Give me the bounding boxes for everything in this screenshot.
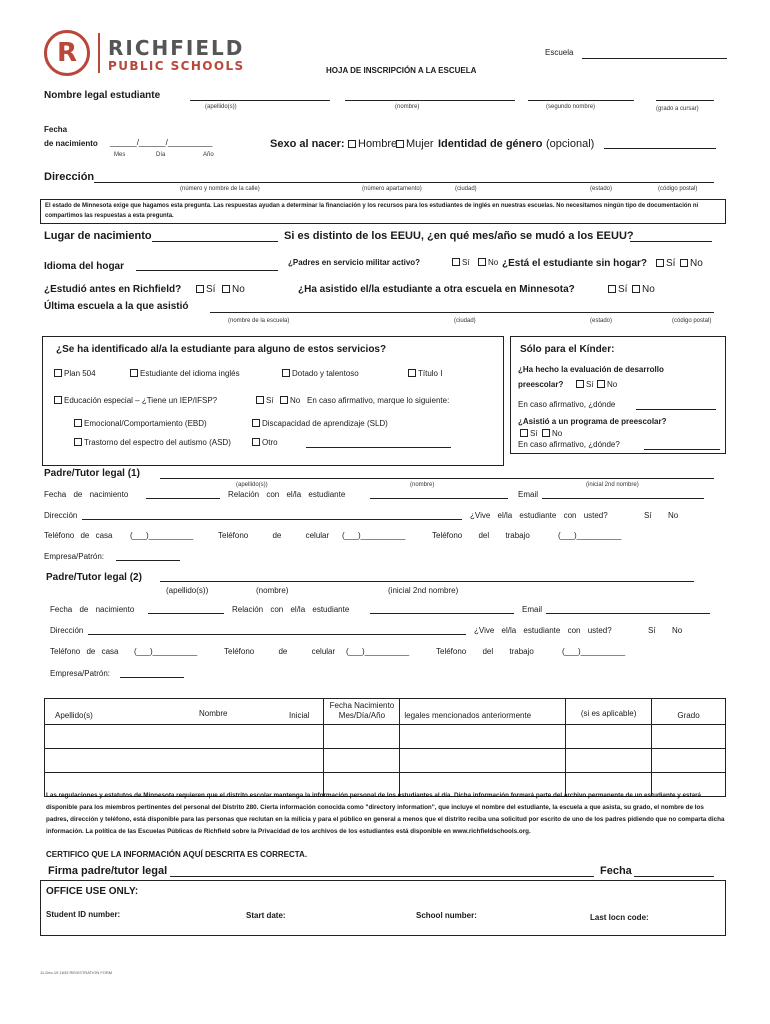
parent1-work-phone-label: Teléfono del trabajo — [432, 531, 530, 540]
moved-date-field[interactable] — [630, 241, 712, 242]
header-grade: Grado — [652, 699, 726, 725]
gender-optional: (opcional) — [546, 138, 595, 150]
parent2-cell-phone-field[interactable]: (___)__________ — [346, 647, 410, 656]
office-last-locn: Last locn code: — [590, 913, 649, 922]
parent1-cell-phone-label: Teléfono de celular — [218, 531, 330, 540]
name-sub-last: (apellido(s)) — [205, 104, 237, 110]
parent1-home-phone-field[interactable]: (___)__________ — [130, 531, 194, 540]
parent1-email-label: Email — [518, 490, 539, 499]
sped-opt-label: Discapacidad de aprendizaje (SLD) — [262, 419, 388, 428]
checkbox-icon — [54, 396, 62, 404]
name-sub-grade: (grado a cursar) — [656, 106, 699, 112]
checkbox-icon — [520, 429, 528, 437]
sex-label: Sexo al nacer: — [270, 138, 345, 150]
dob-sub-year: Año — [203, 152, 214, 158]
parent2-email-field[interactable] — [546, 613, 710, 614]
military-question: ¿Padres en servicio militar activo? — [288, 258, 421, 267]
student-last-name-field[interactable] — [190, 100, 330, 101]
checkbox-icon — [74, 438, 82, 446]
parent2-work-phone-label: Teléfono del trabajo — [436, 647, 534, 656]
addr-sub-street: (número y nombre de la calle) — [180, 186, 260, 192]
checkbox-icon — [348, 140, 356, 148]
sped-tail: En caso afirmativo, marque lo siguiente: — [307, 396, 450, 405]
sped-ebd[interactable] — [74, 419, 207, 428]
service-title1[interactable] — [408, 369, 442, 378]
sped-other-field[interactable] — [306, 447, 451, 448]
kinder-title: Sólo para el Kínder: — [520, 344, 615, 355]
kinder-preschool-no[interactable] — [542, 429, 562, 438]
addr-sub-state: (estado) — [590, 186, 613, 192]
mn-school-question: ¿Ha asistido el/la estudiante a otra escuela en Minnesota? — [298, 284, 575, 295]
parent1-relation-field[interactable] — [370, 498, 508, 499]
brand-name: RICHFIELD — [108, 36, 245, 60]
service-sped[interactable] — [54, 396, 217, 405]
addr-sub-city: (ciudad) — [455, 186, 477, 192]
checkbox-icon — [252, 438, 260, 446]
parent2-employer-field[interactable] — [120, 677, 184, 678]
no-label: No — [290, 396, 301, 405]
dob-sub-month: Mes — [114, 152, 126, 158]
homeless-no-option[interactable] — [680, 258, 703, 269]
mn-si-option[interactable] — [608, 284, 627, 295]
checkbox-icon — [280, 396, 288, 404]
dob-label-1: Fecha — [44, 125, 68, 134]
checkbox-icon — [252, 419, 260, 427]
parent2-work-phone-field[interactable]: (___)__________ — [562, 647, 626, 656]
sped-label: Educación especial – ¿Tiene un IEP/IFSP? — [64, 396, 218, 405]
last-school-sub-city: (ciudad) — [454, 318, 476, 324]
moved-question: Si es distinto de los EEUU, ¿en qué mes/año se mudó a los EEUU? — [284, 230, 634, 242]
last-school-field[interactable] — [210, 312, 714, 313]
parent1-address-field[interactable] — [82, 519, 462, 520]
no-label: No — [607, 380, 618, 389]
parent2-address-field[interactable] — [88, 634, 466, 635]
brand-subtitle: PUBLIC SCHOOLS — [108, 59, 245, 73]
student-name-label: Nombre legal estudiante — [44, 90, 161, 101]
header-cell — [45, 699, 324, 725]
parent2-sub-last: (apellido(s)) — [166, 586, 209, 595]
parent1-home-phone-label: Teléfono de casa — [44, 531, 113, 540]
minnesota-notice-box — [40, 199, 726, 224]
office-use-title: OFFICE USE ONLY: — [46, 886, 139, 897]
parent1-lives-question: ¿Vive el/la estudiante con usted? — [470, 511, 608, 520]
legal-paragraph: Las regulaciones y estatutos de Minnesota requieren que el distrito escolar mantenga la información personal de los estudiantes al día. Dicha información formará parte del archivo permanente de un estudiante y estará disponible para los miembros pertinentes del personal del Distrito 280. Cierta información conocida como "directory information", que incluye el nombre del estudiante, la escuela a que asista, su grado, el nombre de los padres, dirección y teléfono, está disponible para las personas que reclutan en la milicia y para el público en general a menos que el distrito reciba una solicitud por escrito de uno de los padres pidiendo que no comparta dicha información. La política de las Escuelas Públicas de Richfield sobre la Privacidad de los archivos de los estudiantes está disponible en www.richfieldschools.org. — [46, 792, 725, 835]
checkbox-icon — [680, 259, 688, 267]
checkbox-icon — [452, 258, 460, 266]
birthplace-field[interactable] — [152, 241, 278, 242]
checkbox-icon — [408, 369, 416, 377]
logo-divider — [98, 33, 100, 73]
richfield-question: ¿Estudió antes en Richfield? — [44, 284, 182, 295]
signature-date-field[interactable] — [634, 876, 714, 877]
no-label: No — [642, 284, 655, 295]
checkbox-icon — [256, 396, 264, 404]
parent1-work-phone-field[interactable]: (___)__________ — [558, 531, 622, 540]
last-school-sub-state: (estado) — [590, 318, 613, 324]
signature-field[interactable] — [170, 876, 594, 877]
logo-letter: R — [56, 38, 78, 68]
table-header-row — [45, 699, 726, 725]
form-title: HOJA DE INSCRIPCIÓN A LA ESCUELA — [326, 66, 477, 75]
parent1-email-field[interactable] — [542, 498, 704, 499]
si-label: Sí — [618, 284, 628, 295]
mn-no-option[interactable] — [632, 284, 655, 295]
sped-si-option[interactable] — [256, 396, 274, 405]
checkbox-icon — [478, 258, 486, 266]
checkbox-icon — [608, 285, 616, 293]
student-grade-field[interactable] — [656, 100, 714, 101]
header-dob: Fecha Nacimiento Mes/Día/Año — [324, 699, 400, 725]
office-use-box — [40, 880, 726, 936]
sped-opt-label: Otro — [262, 438, 278, 447]
service-label: Título I — [418, 369, 443, 378]
richfield-si-option[interactable] — [196, 284, 215, 295]
last-school-sub-name: (nombre de la escuela) — [228, 318, 290, 324]
parent2-lives-question: ¿Vive el/la estudiante con usted? — [474, 626, 612, 635]
parent1-label: Padre/Tutor legal (1) — [44, 468, 140, 479]
no-label: No — [552, 429, 563, 438]
language-field[interactable] — [136, 270, 278, 271]
si-label: Sí — [586, 380, 594, 389]
dob-field[interactable]: ______/______/__________ — [110, 138, 213, 147]
military-si-option[interactable] — [452, 258, 470, 267]
no-label: No — [488, 258, 499, 267]
service-ell[interactable] — [130, 369, 240, 378]
sped-opt-label: Emocional/Comportamiento (EBD) — [84, 419, 207, 428]
parent2-lives-si[interactable]: Sí — [648, 626, 656, 635]
kinder-where-2: En caso afirmativo, ¿dónde? — [518, 440, 620, 449]
birthplace-label: Lugar de nacimiento — [44, 230, 152, 242]
parent1-relation-label: Relación con el/la estudiante — [228, 490, 346, 499]
checkbox-icon — [656, 259, 664, 267]
parent2-home-phone-field[interactable]: (___)__________ — [134, 647, 198, 656]
sped-no-option[interactable] — [280, 396, 300, 405]
parent2-dob-field[interactable] — [148, 613, 224, 614]
service-label: Estudiante del idioma inglés — [140, 369, 240, 378]
gender-label: Identidad de género — [438, 138, 543, 150]
checkbox-icon — [282, 369, 290, 377]
sped-opt-label: Trastorno del espectro del autismo (ASD) — [84, 438, 231, 447]
kinder-eval-question-2: preescolar? — [518, 380, 564, 389]
checkbox-icon — [632, 285, 640, 293]
homeless-question: ¿Está el estudiante sin hogar? — [502, 258, 648, 269]
si-label: Sí — [266, 396, 274, 405]
military-no-option[interactable] — [478, 258, 498, 267]
parent1-name-field[interactable] — [160, 478, 714, 479]
sex-female-option[interactable] — [396, 138, 434, 150]
dob-sub-day: Día — [156, 152, 166, 158]
escuela-field[interactable] — [582, 58, 727, 59]
kinder-where-field-2[interactable] — [644, 449, 720, 450]
language-label: Idioma del hogar — [44, 261, 125, 272]
kinder-preschool-question: ¿Asistió a un programa de preescolar? — [518, 417, 667, 426]
service-label: Plan 504 — [64, 369, 96, 378]
kinder-eval-no[interactable] — [597, 380, 617, 389]
parent1-address-label: Dirección — [44, 511, 78, 520]
certify-statement: CERTIFICO QUE LA INFORMACIÓN AQUÍ DESCRITA ES CORRECTA. — [46, 850, 308, 859]
kinder-where-field-1[interactable] — [636, 409, 716, 410]
parent2-lives-no[interactable]: No — [672, 626, 683, 635]
parent2-dob-label: Fecha de nacimiento — [50, 605, 135, 614]
parent2-relation-label: Relación con el/la estudiante — [232, 605, 350, 614]
table-row[interactable] — [45, 725, 726, 749]
escuela-label: Escuela — [545, 48, 574, 57]
parent2-sub-initial: (inicial 2nd nombre) — [388, 586, 459, 595]
service-plan504[interactable] — [54, 369, 96, 378]
parent1-dob-label: Fecha de nacimiento — [44, 490, 129, 499]
office-school-number: School number: — [416, 911, 477, 920]
dob-label-2: de nacimiento — [44, 139, 98, 148]
siblings-table — [44, 698, 726, 797]
parent1-employer-field[interactable] — [116, 560, 180, 561]
parent1-sub-last: (apellido(s)) — [236, 482, 268, 488]
sex-male-label: Hombre — [358, 138, 398, 150]
homeless-si-option[interactable] — [656, 258, 675, 269]
si-label: Sí — [530, 429, 538, 438]
parent1-sub-first: (nombre) — [410, 482, 435, 488]
sex-male-option[interactable] — [348, 138, 397, 150]
checkbox-icon — [597, 380, 605, 388]
header-first-name: Nombre — [199, 709, 228, 718]
checkbox-icon — [74, 419, 82, 427]
sped-asd[interactable] — [74, 438, 231, 447]
header-relation: legales mencionados anteriormente — [400, 699, 566, 725]
service-gifted[interactable] — [282, 369, 359, 378]
parent2-email-label: Email — [522, 605, 543, 614]
no-label: No — [690, 258, 703, 269]
si-label: Sí — [666, 258, 676, 269]
checkbox-icon — [54, 369, 62, 377]
address-label: Dirección — [44, 171, 95, 183]
form-footer: 11-Dec-19 1633 REGISTRATION FORM — [40, 970, 113, 975]
kinder-where-1: En caso afirmativo, ¿dónde — [518, 400, 616, 409]
kinder-eval-question: ¿Ha hecho la evaluación de desarrollo — [518, 365, 664, 374]
parent1-cell-phone-field[interactable]: (___)__________ — [342, 531, 406, 540]
student-middle-name-field[interactable] — [528, 100, 634, 101]
header-last-name: Apellido(s) — [55, 711, 93, 720]
checkbox-icon — [130, 369, 138, 377]
parent1-dob-field[interactable] — [146, 498, 220, 499]
header-if-applicable: (si es aplicable) — [566, 699, 652, 725]
office-start-date: Start date: — [246, 911, 286, 920]
checkbox-icon — [396, 140, 404, 148]
checkbox-icon — [576, 380, 584, 388]
no-label: No — [232, 284, 245, 295]
parent2-name-field[interactable] — [160, 581, 694, 582]
kinder-eval-si[interactable] — [576, 380, 594, 389]
addr-sub-apt: (número apartamento) — [362, 186, 422, 192]
parent2-home-phone-label: Teléfono de casa — [50, 647, 119, 656]
gender-field[interactable] — [604, 148, 716, 149]
name-sub-middle: (segundo nombre) — [546, 104, 596, 110]
sped-other[interactable] — [252, 438, 278, 447]
last-school-sub-zip: (código postal) — [672, 318, 712, 324]
checkbox-icon — [222, 285, 230, 293]
richfield-no-option[interactable] — [222, 284, 245, 295]
services-question: ¿Se ha identificado al/a la estudiante para alguno de estos servicios? — [56, 344, 387, 355]
service-label: Dotado y talentoso — [292, 369, 359, 378]
district-logo — [44, 30, 90, 76]
office-student-id: Student ID number: — [46, 910, 121, 919]
signature-label: Firma padre/tutor legal — [48, 865, 168, 877]
last-school-label: Última escuela a la que asistió — [44, 301, 189, 312]
parent1-sub-initial: (inicial 2nd nombre) — [586, 482, 639, 488]
address-field[interactable] — [94, 182, 714, 183]
sped-sld[interactable] — [252, 419, 388, 428]
student-first-name-field[interactable] — [345, 100, 515, 101]
checkbox-icon — [196, 285, 204, 293]
parent1-employer-label: Empresa/Patrón: — [44, 552, 105, 561]
parent2-employer-label: Empresa/Patrón: — [50, 669, 111, 678]
parent2-label: Padre/Tutor legal (2) — [46, 572, 142, 583]
name-sub-first: (nombre) — [395, 104, 420, 110]
si-label: Sí — [462, 258, 470, 267]
table-row[interactable] — [45, 749, 726, 773]
kinder-preschool-si[interactable] — [520, 429, 538, 438]
parent1-lives-si[interactable]: Sí — [644, 511, 652, 520]
parent2-sub-first: (nombre) — [256, 586, 289, 595]
parent2-cell-phone-label: Teléfono de celular — [224, 647, 336, 656]
parent2-address-label: Dirección — [50, 626, 84, 635]
minnesota-notice: El estado de Minnesota exige que hagamos esta pregunta. Las respuestas ayudan a determinar la financiación y los recursos para los estudiantes de inglés en nuestras escuelas. No necesitamos ningún tipo de documentación ni compartimos las respuestas a esta pregunta. — [45, 203, 699, 219]
header-initial: Inicial — [289, 711, 310, 720]
sex-female-label: Mujer — [406, 138, 434, 150]
parent2-relation-field[interactable] — [370, 613, 514, 614]
checkbox-icon — [542, 429, 550, 437]
parent1-lives-no[interactable]: No — [668, 511, 679, 520]
addr-sub-zip: (código postal) — [658, 186, 698, 192]
si-label: Sí — [206, 284, 216, 295]
signature-date-label: Fecha — [600, 865, 632, 877]
